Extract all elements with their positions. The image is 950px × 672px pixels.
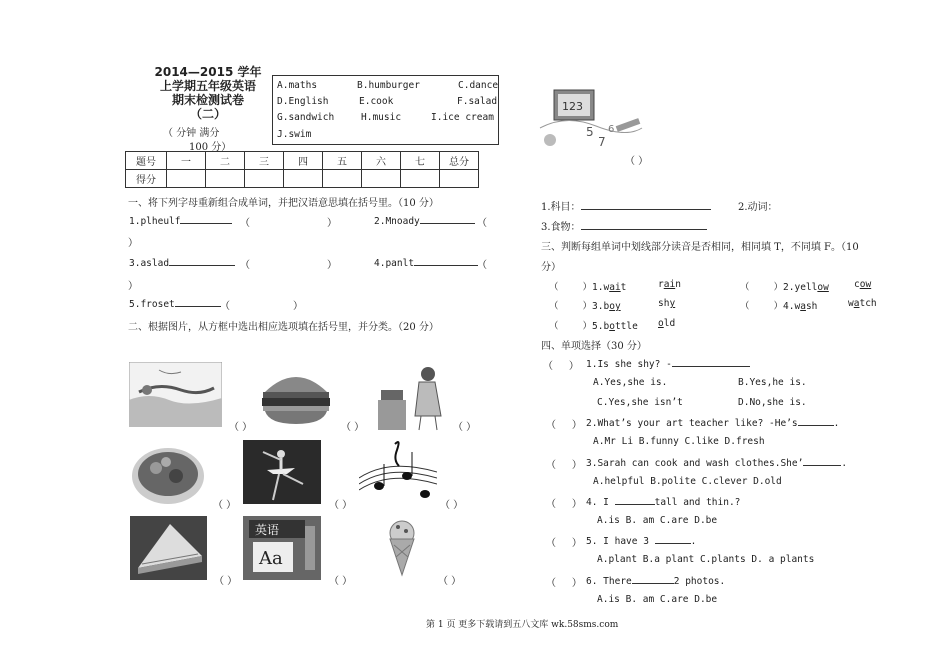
ice-cream-icon <box>382 517 422 579</box>
s3-q5-num: 5. <box>592 321 604 332</box>
s3-q3 <box>549 298 621 312</box>
s4-q3-blank[interactable] <box>803 456 841 466</box>
s3-q1-open[interactable]: （ <box>549 282 559 293</box>
option-c: C.dance <box>458 80 499 91</box>
s3-q1-close[interactable]: ） <box>582 282 593 293</box>
s3-q5-word1: bottle <box>603 321 638 332</box>
s4-q2-paren[interactable]: （ ） <box>546 420 582 431</box>
s4-q5: 5. I have 3 . <box>586 536 697 547</box>
s4-q5-options: A.plant B.a plant C.plants D. a plants <box>597 554 815 565</box>
time-score-line1: （ 分钟 满分 <box>163 128 220 139</box>
s4-q2-options: A.Mr Li B.funny C.like D.fresh <box>593 436 765 447</box>
music-picture <box>359 438 437 506</box>
s1-q3-letters: 3.aslad <box>129 258 170 269</box>
option-h: H.music <box>361 112 402 123</box>
classify-food-blank[interactable] <box>581 220 707 230</box>
classify-subject-blank[interactable] <box>581 200 711 210</box>
s1-q4-close: ） <box>128 281 138 292</box>
classify-food-label: 3.食物： <box>541 222 581 233</box>
svg-text:6: 6 <box>608 124 615 135</box>
s1-q5-blank[interactable] <box>175 297 221 307</box>
hamburger-icon <box>257 364 335 429</box>
s1-q1 <box>129 214 232 227</box>
s3-q3-word1: boy <box>603 301 621 312</box>
s4-q2: 2.What’s your art teacher like? -He’s . <box>586 418 840 429</box>
s3-q3-open[interactable]: （ <box>549 301 559 312</box>
score-header-cell: 题号 <box>126 152 167 170</box>
pic2-answer[interactable]: （ ） <box>341 422 365 433</box>
sandwich-icon <box>130 516 207 580</box>
s4-q4-options: A.is B. am C.are D.be <box>597 515 718 526</box>
score-header-cell: 五 <box>323 152 362 170</box>
time-score-line2: 100 分） <box>189 142 232 153</box>
s3-q2-close[interactable]: ） <box>773 282 784 293</box>
s4-q1-paren[interactable]: （ ） <box>543 361 579 372</box>
pic4-answer[interactable]: （ ） <box>213 500 237 511</box>
s4-q3-text: 3.Sarah can cook and wash clothes.She’ <box>586 458 804 469</box>
ballerina-icon <box>243 440 321 504</box>
score-header-cell: 六 <box>362 152 401 170</box>
section1-heading: 一、将下列字母重新组合成单词，并把汉语意思填在括号里。（10 分） <box>128 198 439 209</box>
s4-q5-blank[interactable] <box>655 534 691 544</box>
s4-q5-paren[interactable]: （ ） <box>546 538 582 549</box>
exam-title-line1: 2014—2015 学年 <box>154 65 262 79</box>
score-cell[interactable] <box>206 170 245 188</box>
pic1-answer[interactable]: （ ） <box>229 422 253 433</box>
pic3-answer[interactable]: （ ） <box>453 422 477 433</box>
score-row-label: 得分 <box>126 170 167 188</box>
salad-icon <box>130 440 207 506</box>
s1-q5 <box>129 297 221 310</box>
exam-title-line4: （二） <box>189 107 226 121</box>
classroom-clipart <box>536 84 646 156</box>
s4-q4-pre: 4. I <box>586 497 615 508</box>
section2-heading: 二、根据图片，从方框中选出相应选项填在括号里，并分类。（20 分） <box>128 322 439 333</box>
score-table <box>125 151 479 188</box>
classroom-icon <box>536 84 646 156</box>
section4-heading: 四、单项选择（30 分） <box>541 341 647 352</box>
score-header-cell: 总分 <box>440 152 479 170</box>
score-header-cell: 二 <box>206 152 245 170</box>
s4-q4-blank[interactable] <box>615 495 655 505</box>
s4-q6-pre: 6. There <box>586 576 632 587</box>
s4-q4-post: tall and thin.? <box>654 497 741 508</box>
s3-q2-word2: cow <box>854 279 872 290</box>
exam-title-line2: 上学期五年级英语 <box>159 79 256 93</box>
score-cell[interactable] <box>440 170 479 188</box>
s4-q2-blank[interactable] <box>798 416 834 426</box>
s1-q1-letters: 1.plheulf <box>129 216 181 227</box>
classify-food <box>541 218 707 233</box>
s3-q4 <box>740 298 817 312</box>
score-header-cell: 三 <box>245 152 284 170</box>
option-a: A.maths <box>277 80 318 91</box>
section3-heading: 三、判断每组单词中划线部分读音是否相同，相同填 T，不同填 F。（10 <box>541 242 859 253</box>
s3-q5 <box>549 318 638 332</box>
cook-picture <box>373 360 448 432</box>
s4-q1-a: A.Yes,she is. <box>593 377 668 388</box>
pic9-answer[interactable]: （ ） <box>438 576 462 587</box>
section3-heading-cont: 分） <box>541 262 561 273</box>
score-cell[interactable] <box>323 170 362 188</box>
s1-q1-open: （ <box>240 218 250 229</box>
s4-q3-paren[interactable]: （ ） <box>546 460 582 471</box>
s1-q3-blank[interactable] <box>169 256 235 266</box>
score-header-cell: 一 <box>167 152 206 170</box>
s4-q5-text: 5. I have 3 <box>586 536 655 547</box>
s4-q6-options: A.is B. am C.are D.be <box>597 594 718 605</box>
s1-q2-open: （ <box>477 218 487 229</box>
s3-q3-num: 3. <box>592 301 604 312</box>
s3-q5-close[interactable]: ） <box>582 321 593 332</box>
s3-q3-word2: shy <box>658 298 676 309</box>
pic5-answer[interactable]: （ ） <box>329 500 353 511</box>
svg-text:5: 5 <box>586 125 594 139</box>
s3-q4-num: 4. <box>783 301 795 312</box>
s4-q1 <box>586 357 750 370</box>
exam-title-line3: 期末检测试卷 <box>171 93 244 107</box>
classify-subject-label: 1.科目： <box>541 202 581 213</box>
s1-q5-close: ） <box>293 301 303 312</box>
score-cell[interactable] <box>362 170 401 188</box>
swimmer-picture <box>129 362 222 427</box>
s4-q6-paren[interactable]: （ ） <box>546 578 582 589</box>
option-i: I.ice cream <box>431 112 494 123</box>
sandwich-picture <box>130 516 207 580</box>
s1-q4 <box>374 256 478 269</box>
ice-cream-picture <box>382 517 422 579</box>
score-header-cell: 四 <box>284 152 323 170</box>
svg-text:123: 123 <box>562 100 583 113</box>
score-cell[interactable] <box>284 170 323 188</box>
s3-q3-close[interactable]: ） <box>582 301 593 312</box>
s1-q2-letters: 2.Mnoady <box>374 216 420 227</box>
option-f: F.salad <box>457 96 498 107</box>
s1-q4-blank[interactable] <box>414 256 478 266</box>
pic7-answer[interactable]: （ ） <box>214 576 238 587</box>
s4-q6-post: 2 photos. <box>673 576 726 587</box>
s3-q1-word2: rain <box>658 279 681 290</box>
page-footer: 第 1 页 更多下载请到五八文库 wk.58sms.com <box>426 620 619 630</box>
option-j: J.swim <box>277 129 312 140</box>
swimmer-icon <box>129 362 222 427</box>
dance-picture <box>243 440 321 504</box>
s1-q4-open: （ <box>477 260 487 271</box>
s4-q1-blank[interactable] <box>672 357 750 367</box>
s4-q3-options: A.helpful B.polite C.clever D.old <box>593 476 782 487</box>
svg-text:7: 7 <box>598 135 606 149</box>
cook-icon <box>373 360 448 432</box>
clipart-answer[interactable]: （ ） <box>625 156 649 167</box>
options-box <box>272 75 499 145</box>
s4-q6 <box>586 574 725 587</box>
english-book-picture <box>243 516 321 580</box>
s1-q5-letters: 5.froset <box>129 299 175 310</box>
s3-q4-open[interactable]: （ <box>740 301 750 312</box>
hamburger-picture <box>257 364 335 429</box>
s1-q4-letters: 4.panlt <box>374 258 415 269</box>
classify-verb: 2.动词： <box>738 202 778 213</box>
s1-q3-open: （ <box>240 260 250 271</box>
s4-q1-b: B.Yes,he is. <box>738 377 807 388</box>
option-d: D.English <box>277 96 329 107</box>
s3-q2-open[interactable]: （ <box>740 282 750 293</box>
pic6-answer[interactable]: （ ） <box>440 500 464 511</box>
s3-q2-num: 2. <box>783 282 795 293</box>
s4-q4 <box>586 495 740 508</box>
score-cell[interactable] <box>245 170 284 188</box>
score-cell[interactable] <box>401 170 440 188</box>
svg-text:Aa: Aa <box>259 548 283 569</box>
s1-q2-close: ） <box>128 238 138 249</box>
s3-q5-open[interactable]: （ <box>549 321 559 332</box>
s3-q1-num: 1. <box>592 282 604 293</box>
option-g: G.sandwich <box>277 112 335 123</box>
s1-q1-close: ） <box>327 218 337 229</box>
s4-q2-text: 2.What’s your art teacher like? -He’s <box>586 418 798 429</box>
option-e: E.cook <box>359 96 394 107</box>
s4-q6-blank[interactable] <box>632 574 674 584</box>
pic8-answer[interactable]: （ ） <box>329 576 353 587</box>
option-b: B.humburger <box>357 80 420 91</box>
score-cell[interactable] <box>167 170 206 188</box>
s1-q2 <box>374 214 475 227</box>
s1-q1-blank[interactable] <box>180 214 232 224</box>
s1-q3 <box>129 256 235 269</box>
s4-q3: 3.Sarah can cook and wash clothes.She’ . <box>586 458 848 469</box>
s4-q1-d: D.No,she is. <box>738 397 807 408</box>
s3-q4-word2: watch <box>848 298 877 309</box>
music-notes-icon <box>359 438 437 506</box>
s3-q1 <box>549 279 626 293</box>
s3-q4-close[interactable]: ） <box>773 301 784 312</box>
s4-q4-paren[interactable]: （ ） <box>546 499 582 510</box>
salad-picture <box>130 440 207 506</box>
s1-q3-close: ） <box>327 260 337 271</box>
english-book-icon <box>243 516 321 580</box>
s4-q1-text: 1.Is she shy? - <box>586 359 672 370</box>
s1-q2-blank[interactable] <box>420 214 475 224</box>
s3-q1-word1: wait <box>603 282 627 293</box>
classify-subject <box>541 198 711 213</box>
s3-q2-word1: yellow <box>794 282 829 293</box>
s3-q5-word2: old <box>658 318 676 329</box>
score-header-cell: 七 <box>401 152 440 170</box>
s1-q5-open: （ <box>220 301 230 312</box>
s4-q1-c: C.Yes,she isn’t <box>597 397 683 408</box>
s3-q4-word1: wash <box>794 301 818 312</box>
svg-text:英语: 英语 <box>255 523 280 537</box>
s3-q2 <box>740 279 829 293</box>
